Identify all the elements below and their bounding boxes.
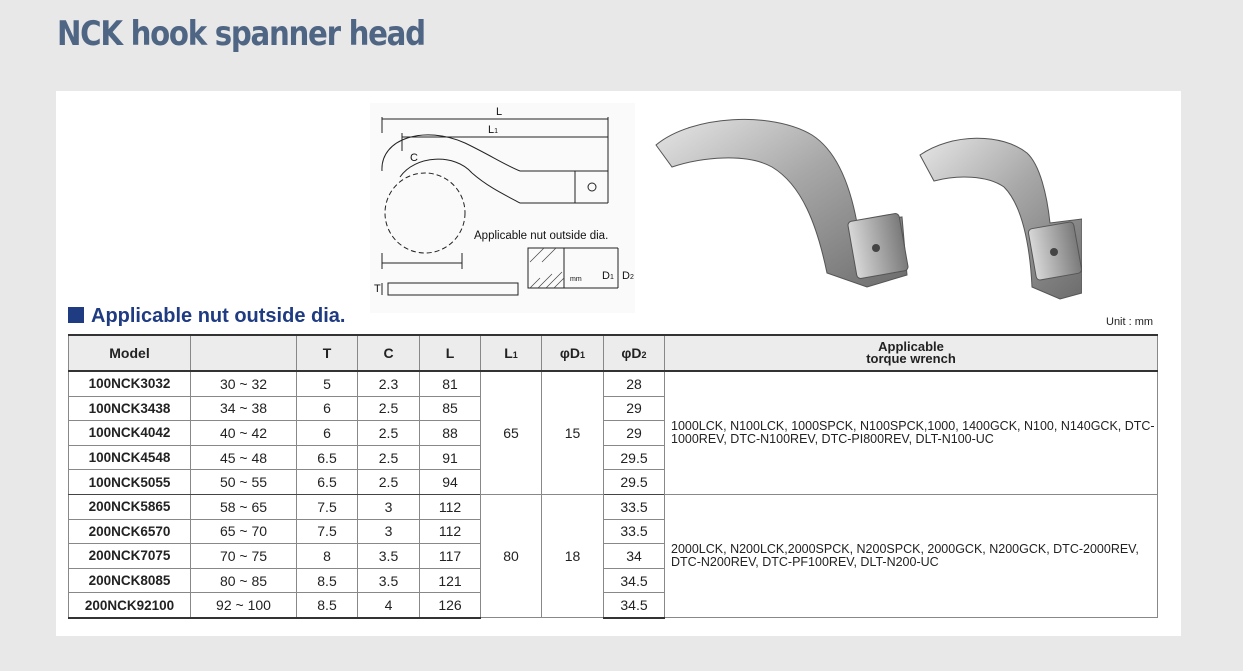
cell-L1: 65: [481, 371, 542, 494]
cell-D2: 29: [604, 396, 665, 421]
cell-T: 6.5: [297, 445, 358, 470]
cell-D2: 34.5: [604, 593, 665, 618]
cell-range: 58 ~ 65: [191, 494, 297, 519]
svg-text:D2: D2: [622, 270, 634, 282]
header-T: T: [297, 335, 358, 371]
cell-range: 40 ~ 42: [191, 421, 297, 446]
label-C: C: [410, 152, 418, 164]
content-panel: [56, 91, 1181, 636]
cell-T: 7.5: [297, 519, 358, 544]
svg-text:L1: L1: [488, 124, 499, 136]
cell-T: 6: [297, 421, 358, 446]
cell-L: 126: [420, 593, 481, 618]
cell-D2: 29.5: [604, 445, 665, 470]
cell-D1: 15: [542, 371, 604, 494]
cell-L: 85: [420, 396, 481, 421]
label-D2: D: [622, 270, 630, 282]
svg-text:D1: D1: [602, 270, 614, 282]
cell-T: 6.5: [297, 470, 358, 495]
unit-note: Unit : mm: [1106, 316, 1154, 328]
label-L1: L: [488, 124, 495, 136]
label-T: T: [374, 283, 381, 295]
cell-model: 100NCK3438: [69, 396, 191, 421]
cell-range: 70 ~ 75: [191, 544, 297, 569]
cell-wrench: 2000LCK, N200LCK,2000SPCK, N200SPCK, 2000GCK, N200GCK, DTC-2000REV, DTC-N200REV, DTC-PF100REV, DLT-N200-UC: [665, 494, 1158, 617]
header-model: Model: [69, 335, 191, 371]
spec-table: [68, 334, 1158, 619]
cell-C: 2.5: [358, 470, 420, 495]
table-header-row: [69, 335, 1158, 371]
cell-T: 8.5: [297, 568, 358, 593]
cell-D2: 28: [604, 371, 665, 396]
label-mm: mm: [570, 276, 582, 283]
cell-T: 8.5: [297, 593, 358, 618]
cell-model: 200NCK7075: [69, 544, 191, 569]
cell-model: 200NCK8085: [69, 568, 191, 593]
label-L: L: [496, 106, 503, 118]
cell-D2: 34.5: [604, 568, 665, 593]
cell-D2: 34: [604, 544, 665, 569]
cell-C: 2.5: [358, 445, 420, 470]
cell-D2: 29: [604, 421, 665, 446]
table-row: [69, 371, 1158, 396]
cell-C: 3: [358, 494, 420, 519]
product-photo: [652, 105, 1082, 315]
cell-model: 100NCK3032: [69, 371, 191, 396]
cell-C: 2.5: [358, 396, 420, 421]
cell-range: 50 ~ 55: [191, 470, 297, 495]
header-wrench: Applicable torque wrench: [665, 335, 1158, 371]
cell-range: 45 ~ 48: [191, 445, 297, 470]
dimension-diagram: [370, 103, 635, 313]
cell-L: 88: [420, 421, 481, 446]
section-heading: Applicable nut outside dia.: [68, 305, 345, 328]
cell-D2: 33.5: [604, 519, 665, 544]
cell-C: 2.5: [358, 421, 420, 446]
cell-C: 3: [358, 519, 420, 544]
cell-L: 121: [420, 568, 481, 593]
cell-wrench: 1000LCK, N100LCK, 1000SPCK, N100SPCK,1000, 1400GCK, N100, N140GCK, DTC-1000REV, DTC-N100REV, DTC-PI800REV, DLT-N100-UC: [665, 371, 1158, 494]
cell-D2: 33.5: [604, 494, 665, 519]
cell-C: 4: [358, 593, 420, 618]
cell-range: 80 ~ 85: [191, 568, 297, 593]
square-bullet-icon: [68, 307, 84, 323]
header-range: [191, 335, 297, 371]
label-nut-note: Applicable nut outside dia.: [474, 230, 609, 242]
cell-model: 100NCK5055: [69, 470, 191, 495]
header-D1: φD1: [542, 335, 604, 371]
label-D1: D: [602, 270, 610, 282]
header-L1: L1: [481, 335, 542, 371]
cell-T: 7.5: [297, 494, 358, 519]
cell-L: 91: [420, 445, 481, 470]
cell-range: 65 ~ 70: [191, 519, 297, 544]
cell-L: 112: [420, 519, 481, 544]
header-C: C: [358, 335, 420, 371]
cell-model: 100NCK4042: [69, 421, 191, 446]
cell-T: 6: [297, 396, 358, 421]
cell-model: 200NCK92100: [69, 593, 191, 618]
cell-range: 30 ~ 32: [191, 371, 297, 396]
cell-L: 112: [420, 494, 481, 519]
header-D2: φD2: [604, 335, 665, 371]
cell-range: 34 ~ 38: [191, 396, 297, 421]
cell-model: 100NCK4548: [69, 445, 191, 470]
cell-L: 94: [420, 470, 481, 495]
cell-range: 92 ~ 100: [191, 593, 297, 618]
cell-model: 200NCK6570: [69, 519, 191, 544]
cell-C: 2.3: [358, 371, 420, 396]
cell-L: 117: [420, 544, 481, 569]
cell-C: 3.5: [358, 568, 420, 593]
page-title: NCK hook spanner head: [57, 14, 425, 54]
cell-L1: 80: [481, 494, 542, 617]
header-L: L: [420, 335, 481, 371]
cell-model: 200NCK5865: [69, 494, 191, 519]
table-row: [69, 494, 1158, 519]
cell-T: 8: [297, 544, 358, 569]
cell-D1: 18: [542, 494, 604, 617]
cell-D2: 29.5: [604, 470, 665, 495]
cell-L: 81: [420, 371, 481, 396]
cell-C: 3.5: [358, 544, 420, 569]
cell-T: 5: [297, 371, 358, 396]
